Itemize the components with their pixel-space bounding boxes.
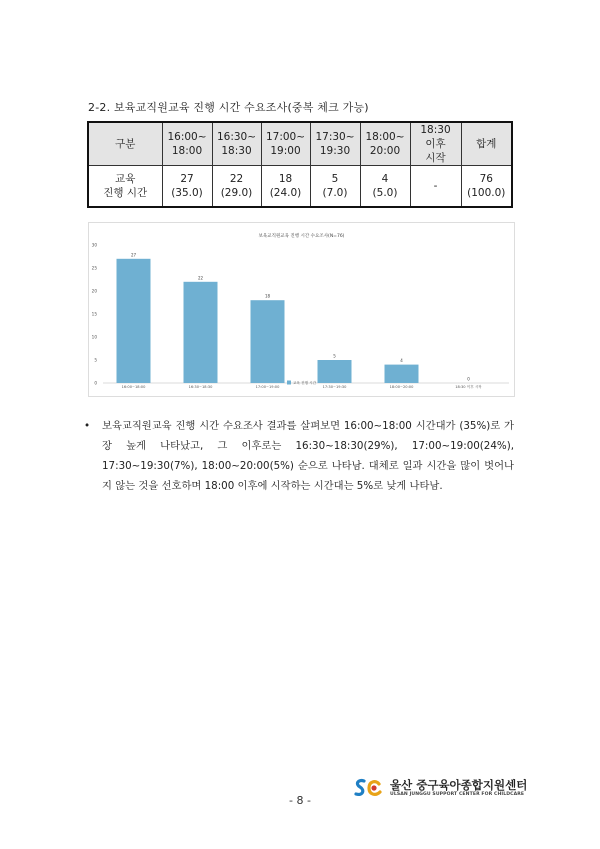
center-name: 울산 중구육아종합지원센터 xyxy=(390,778,528,792)
cell-percent: (24.0) xyxy=(269,187,302,199)
table-header-cell xyxy=(360,122,410,166)
header-line: 합계 xyxy=(476,138,497,150)
header-line: 18:00 xyxy=(171,145,203,157)
bar-data-label: 5 xyxy=(333,353,336,359)
header-line: 이후 xyxy=(425,138,446,150)
chart-title: 보육교직원교육 진행 시간 수요조사(N=76) xyxy=(258,234,345,239)
header-line: 시작 xyxy=(425,152,446,164)
legend-swatch xyxy=(287,381,291,385)
x-tick-label: 18:00~20:00 xyxy=(389,385,414,389)
cell-count: 22 xyxy=(229,173,244,185)
bar-chart-svg xyxy=(89,223,514,396)
table-row xyxy=(88,166,512,208)
table-header-cell xyxy=(261,122,310,166)
y-tick-label: 30 xyxy=(91,242,97,248)
bar xyxy=(251,300,285,383)
y-tick-label: 15 xyxy=(91,311,97,317)
cell-count: 5 xyxy=(331,173,339,185)
row-label-line: 교육 xyxy=(115,173,136,185)
table-header-cell xyxy=(310,122,360,166)
y-tick-label: 20 xyxy=(91,288,97,294)
table-header-cell xyxy=(162,122,212,166)
page-number: - 8 - xyxy=(289,794,311,807)
table-cell xyxy=(162,166,212,208)
header-line: 19:30 xyxy=(319,145,351,157)
table-header-cell xyxy=(212,122,261,166)
cell-percent: (29.0) xyxy=(220,187,253,199)
bar-data-label: 4 xyxy=(400,358,403,364)
y-tick-label: 25 xyxy=(91,265,97,271)
x-tick-label: 18:30 이후 시작 xyxy=(455,385,482,389)
bar xyxy=(385,365,419,383)
table-cell xyxy=(360,166,410,208)
survey-table xyxy=(87,121,513,208)
table-header-cell xyxy=(461,122,512,166)
table-cell xyxy=(410,166,461,208)
center-name-english: ULSAN JUNGGU SUPPORT CENTER FOR CHILDCARE xyxy=(390,792,525,797)
header-line: 18:30 xyxy=(420,124,451,136)
row-label xyxy=(88,166,162,208)
x-tick-label: 16:30~18:30 xyxy=(188,385,213,389)
x-tick-label: 17:30~19:30 xyxy=(322,385,347,389)
cell-percent: (5.0) xyxy=(372,187,398,199)
header-line: 20:00 xyxy=(369,145,401,157)
summary-text: 보육교직원교육 진행 시간 수요조사 결과를 살펴보면 16:00~18:00 시간대가 (35%)로 가장 높게 나타났고, 그 이후로는 16:30~18:30(29%), 17:00~19:00(24%), 17:30~19:30(7%), 18:00~20:00(5%) 순으로 나타남. 대체로 일과 시간을 많이 벗어나지 않는 것을 선호하며 18:00 이후에 시작하는 시간대는 5%로 낮게 나타남. xyxy=(102,420,514,492)
bar-data-label: 0 xyxy=(467,376,470,382)
legend-label: 교육 진행 시간 xyxy=(293,381,317,385)
header-line: 18:00~ xyxy=(365,131,405,143)
bar-data-label: 18 xyxy=(264,293,271,299)
cell-count: - xyxy=(433,180,438,192)
x-tick-label: 16:00~18:00 xyxy=(121,385,146,389)
y-tick-label: 0 xyxy=(94,380,97,386)
bar-data-label: 27 xyxy=(130,252,137,258)
header-line: 16:30~ xyxy=(216,131,257,143)
table-cell xyxy=(310,166,360,208)
summary-bullet xyxy=(84,416,514,496)
header-line: 19:00 xyxy=(270,145,301,157)
cell-percent: (7.0) xyxy=(322,187,348,199)
cell-percent: (35.0) xyxy=(171,187,203,199)
cell-percent: (100.0) xyxy=(467,187,506,199)
cell-count: 27 xyxy=(180,173,194,185)
header-line: 18:30 xyxy=(221,145,252,157)
y-tick-label: 5 xyxy=(94,357,97,363)
header-line: 17:30~ xyxy=(315,131,355,143)
table-cell xyxy=(461,166,512,208)
table-header-category xyxy=(88,122,162,166)
table-header-cell xyxy=(410,122,461,166)
chart xyxy=(88,222,515,397)
header-line: 구분 xyxy=(115,138,136,150)
table-cell xyxy=(261,166,310,208)
cell-count: 76 xyxy=(479,173,493,185)
y-tick-label: 10 xyxy=(91,334,97,340)
bar xyxy=(318,360,352,383)
bar xyxy=(184,282,218,383)
cell-count: 18 xyxy=(278,173,293,185)
table-cell xyxy=(212,166,261,208)
bullet-marker: • xyxy=(84,420,91,432)
table-header-row xyxy=(88,122,512,166)
bar-data-label: 22 xyxy=(197,275,204,281)
cell-count: 4 xyxy=(381,173,389,185)
header-line: 16:00~ xyxy=(167,131,207,143)
bar xyxy=(117,259,151,383)
row-label-line: 진행 시간 xyxy=(103,187,148,199)
x-tick-label: 17:00~19:00 xyxy=(255,385,280,389)
section-title: 2-2. 보육교직원교육 진행 시간 수요조사(중복 체크 가능) xyxy=(88,101,369,114)
header-line: 17:00~ xyxy=(265,131,306,143)
